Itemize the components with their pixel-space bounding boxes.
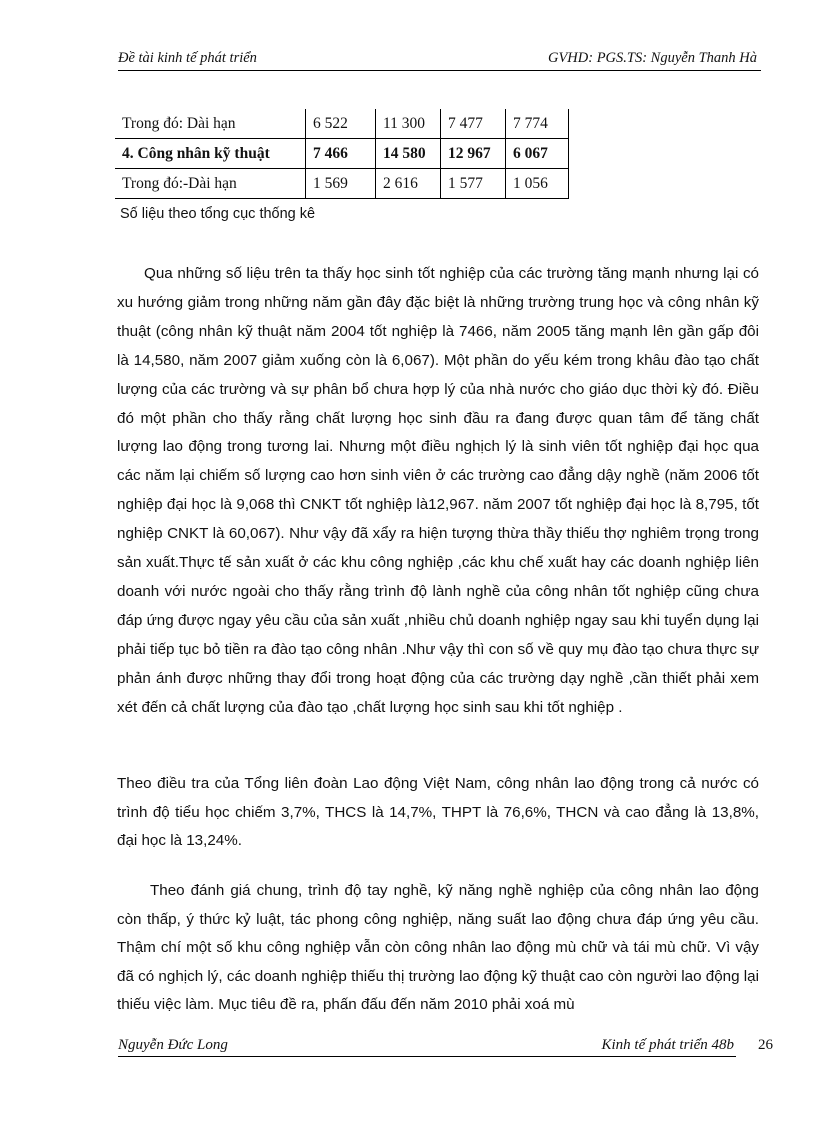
table-cell: 7 774 xyxy=(506,109,569,139)
header-advisor: GVHD: PGS.TS: Nguyễn Thanh Hà xyxy=(547,50,757,66)
table-cell: 1 577 xyxy=(441,169,506,199)
page-footer xyxy=(118,1037,736,1057)
page-number: 26 xyxy=(758,1037,773,1053)
table-row xyxy=(115,139,569,169)
table-cell: 1 056 xyxy=(506,169,569,199)
table-cell: 12 967 xyxy=(441,139,506,169)
statistics-table xyxy=(115,109,569,199)
table-cell: 4. Công nhân kỹ thuật xyxy=(115,139,306,169)
footer-class: Kinh tế phát triển 48b xyxy=(601,1037,734,1053)
table-cell: Trong đó: Dài hạn xyxy=(115,109,306,139)
table-cell: 1 569 xyxy=(306,169,376,199)
header-title: Đề tài kinh tế phát triển xyxy=(118,50,257,66)
paragraph: Theo đánh giá chung, trình độ tay nghề, kỹ năng nghề nghiệp của công nhân lao động còn thấp, ý thức kỷ luật, tác phong công nghiệp, năng suất lao động chưa đáp ứng yêu cầu. Thậm chí một số khu công nghiệp vẫn còn công nhân lao động mù chữ và tái mù chữ. Vì vậy đã có nghịch lý, các doanh nghiệp thiếu thị trường lao động kỹ thuật cao còn người lao động lại thiếu việc làm. Mục tiêu đề ra, phấn đấu đến năm 2010 phải xoá mù xyxy=(117,882,759,1013)
table-cell: 7 477 xyxy=(441,109,506,139)
table-cell: 6 522 xyxy=(306,109,376,139)
table-cell: 14 580 xyxy=(376,139,441,169)
page-header xyxy=(118,50,761,71)
table-cell: 11 300 xyxy=(376,109,441,139)
table-cell: Trong đó:-Dài hạn xyxy=(115,169,306,199)
paragraph: Theo điều tra của Tổng liên đoàn Lao động Việt Nam, công nhân lao động trong cả nước có trình độ tiểu học chiếm 3,7%, THCS là 14,7%, THPT là 76,6%, THCN và cao đẳng là 13,8%, đại học là 13,24%. xyxy=(117,775,759,849)
table-row xyxy=(115,109,569,139)
table-cell: 7 466 xyxy=(306,139,376,169)
source-note: Số liệu theo tổng cục thống kê xyxy=(120,206,316,222)
table-row xyxy=(115,169,569,199)
table-cell: 2 616 xyxy=(376,169,441,199)
footer-author: Nguyễn Đức Long xyxy=(118,1037,228,1053)
paragraph: Qua những số liệu trên ta thấy học sinh tốt nghiệp của các trường tăng mạnh nhưng lại có xu hướng giảm trong những năm gần đây đặc biệt là những trường trung học và công nhân kỹ thuật (công nhân kỹ thuật năm 2004 tốt nghiệp là 7466, năm 2005 tăng mạnh lên gần gấp đôi là 14,580, năm 2007 giảm xuống còn là 6,067). Một phần do yếu kém trong khâu đào tạo chất lượng của các trường và sự phân bổ chưa hợp lý của nhà nước cho giáo dục thời kỳ đó. Điều đó một phần cho thấy rằng chất lượng học sinh đầu ra đang được quan tâm để tăng chất lượng lao động trong tương lai. Nhưng một điều nghịch lý là sinh viên tốt nghiệp đại học qua các năm lại chiếm số lượng cao hơn sinh viên ở các trường cao đẳng dậy nghề (năm 2006 tốt nghiệp đại học là 9,068 thì CNKT tốt nghiệp là12,967. năm 2007 tốt nghiệp đại học là 8,795, tốt nghiệp CNKT là 60,067). Như vậy đã xẩy ra hiện tượng thừa thầy thiếu thợ nghiêm trọng trong sản xuất.Thực tế sản xuất ở các khu công nghiệp ,các khu chế xuất hay các doanh nghiệp liên doanh với nước ngoài cho thấy rằng trình độ lành nghề của công nhân tốt nghiệp cũng chưa đáp ứng được ngay yêu cầu của sản xuất ,nhiều chủ doanh nghiệp ngay sau khi tuyển dụng lại phải tiếp tục bỏ tiền ra đào tạo công nhân .Như vậy thì con số về quy mụ đào tạo chưa thực sự phản ánh được những thay đổi trong hoạt động của các trường dạy nghề ,cần thiết phải xem xét đến cả chất lượng của đào tạo ,chất lượng học sinh sau khi tốt nghiệp . xyxy=(117,265,759,716)
table-cell: 6 067 xyxy=(506,139,569,169)
